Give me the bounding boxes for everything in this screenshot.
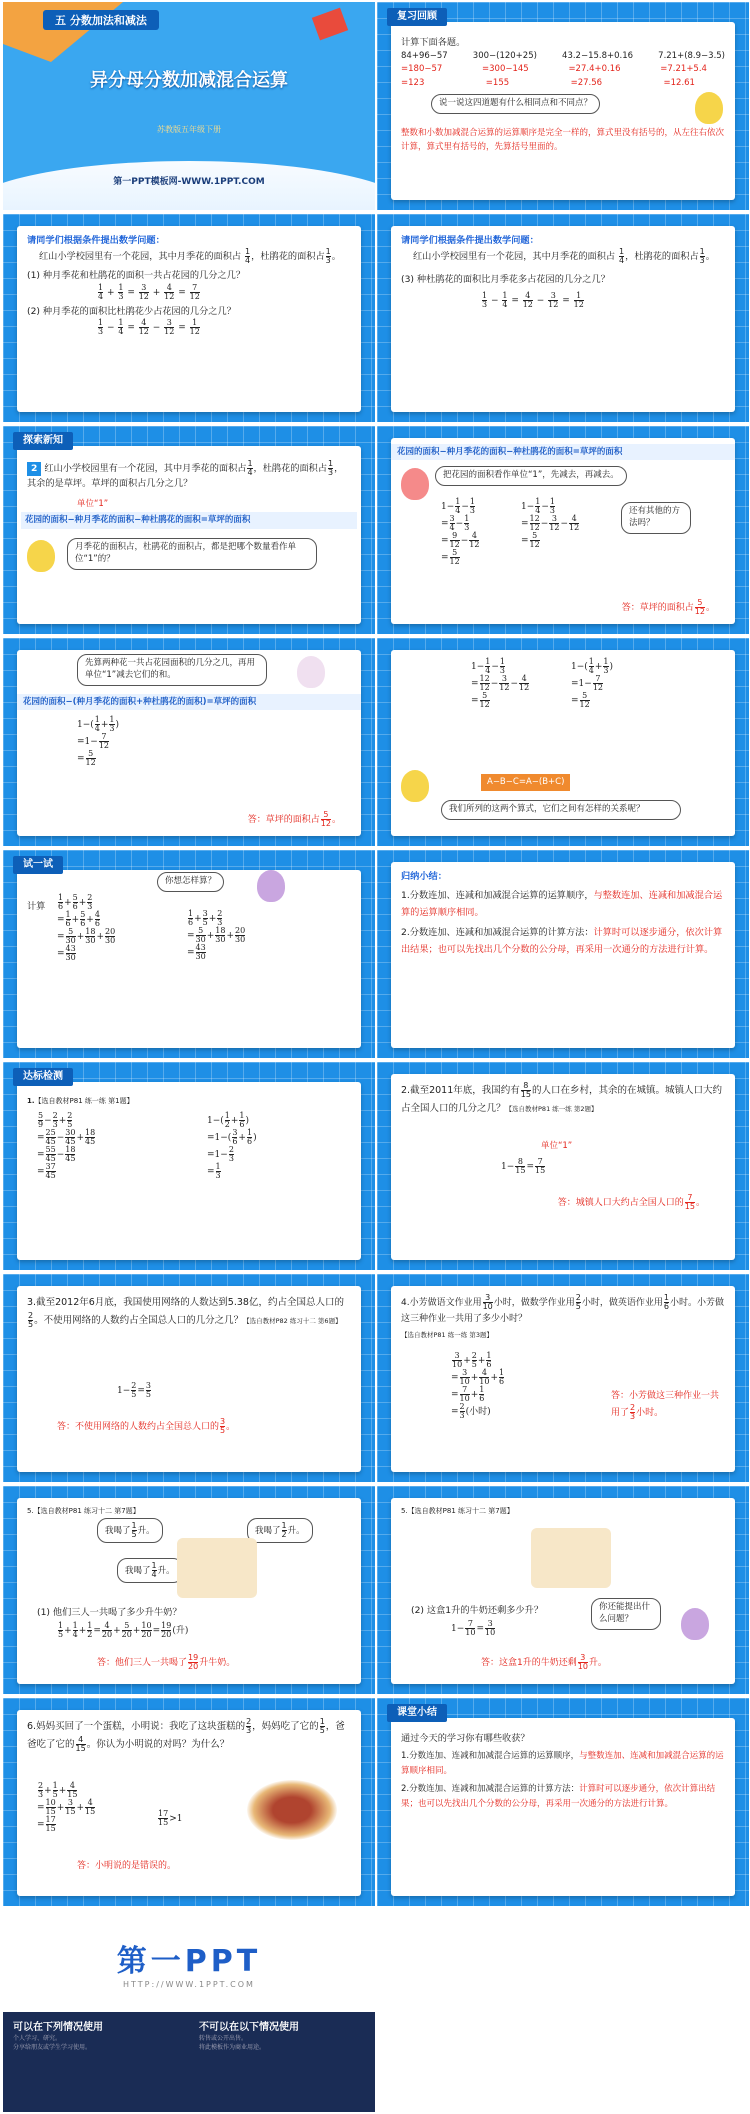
question: (1) 他们三人一共喝了多少升牛奶？ [37, 1607, 182, 1618]
q-text: 2.截至2011年底，我国约有 [401, 1085, 520, 1096]
question: 4.小芳做语文作业用 $\frac{3}{10}$ 小时，做数学作业用 $\frac{2}{5}$ 小时，做英语作业用 $\frac{1}{6}$ 小时。小芳做这三种作业一共用了多少小时？ 【选自教材P81 练一练 第3题】 [401, 1293, 725, 1340]
slide-summary-1 [377, 850, 749, 1058]
q-text: 小时，做英语作业用 [581, 1298, 663, 1308]
speech-bubble: 说一说这四道题有什么相同点和不同点？ [431, 94, 600, 114]
answer: 答：小明说的是错误的。 [77, 1861, 177, 1871]
character-banana [27, 540, 55, 572]
slide-milk-1 [3, 1486, 375, 1694]
answer: 答：这盒1升的牛奶还剩 $\frac{3}{10}$ 升。 [481, 1653, 607, 1671]
condition: 红山小学校园里有一个花园，其中月季花的面积占 $\frac{1}{4}$ ，杜鹃花的面积占 $\frac{1}{3}$ 。 [413, 247, 715, 266]
point-highlight: 与整数连加、连减和加减混合运算的运算顺序相同。 [401, 890, 723, 918]
q1: (1) 种月季花和杜鹃花的面积一共占花园的几分之几？ [27, 270, 246, 282]
answer-text: 答：不使用网络的人数约占全国总人口的 [57, 1422, 220, 1432]
q1-solution: $\frac{1}{4}$ + $\frac{1}{3}$ = $\frac{3}{12}$ + $\frac{4}{12}$ = $\frac{7}{12}$ [98, 282, 200, 301]
q-text: 的人口在乡村，其余的在城镇。城镇人口大约占全国人口的几分之几？ [401, 1085, 722, 1115]
bubble-3: 我喝了 $\frac{1}{4}$ 升。 [117, 1558, 183, 1583]
speech-bubble: 你还能提出什么问题？ [591, 1598, 661, 1630]
section-tag: 达标检测 [13, 1068, 73, 1086]
answer-text: 小时。 [636, 1407, 664, 1418]
problem: 2 红山小学校园里有一个花园，其中月季花的面积占 $\frac{1}{4}$ ，杜鹃花的面积占 $\frac{1}{3}$ ，其余的是草坪。草坪的面积占几分之几？ [27, 459, 344, 489]
condition-text: ，杜鹃花的面积占 [251, 251, 325, 263]
solution-b: $\frac{1}{6}$ + $\frac{3}{5}$ + $\frac{2}{3}$ = $\frac{5}{30}$ + $\frac{18}{30}$ + $\frac{20}{30}$ = $\frac{43}{30}$ [187, 909, 246, 961]
section-tag: 课堂小结 [387, 1704, 447, 1722]
character-grape [681, 1608, 709, 1640]
cannot-item: 转售或公开出售。 [199, 2035, 248, 2042]
condition-text: 红山小学校园里有一个花园，其中月季花的面积占 [413, 251, 616, 263]
solution-a: $\frac{5}{9}$ − $\frac{2}{3}$ + $\frac{2}{5}$ = $\frac{25}{45}$ − $\frac{30}{45}$ + $\frac{18}{45}$ = $\frac{55}{45}$ − $\frac{18}{45}$ = $\frac{37}{45}$ [37, 1111, 96, 1180]
problem-text: 红山小学校园里有一个花园，其中月季花的面积占 [44, 463, 247, 474]
ref: 【选自教材P81 练一练 第3题】 [401, 1331, 493, 1340]
edition: 苏教版五年级下册 [157, 125, 221, 134]
q-text: 4.小芳做语文作业用 [401, 1298, 482, 1308]
q-number: 1. [27, 1097, 35, 1105]
q2-solution: $\frac{1}{3}$ − $\frac{1}{4}$ = $\frac{4}{12}$ − $\frac{3}{12}$ = $\frac{1}{12}$ [98, 317, 200, 336]
q3: (3) 种杜鹃花的面积比月季花多占花园的几分之几？ [401, 274, 610, 286]
step: =7.21+5.4 [660, 64, 707, 75]
character-banana [695, 92, 723, 124]
point-text: 1.分数连加、连减和加减混合运算的运算顺序， [401, 890, 594, 902]
question: (2) 这盒1升的牛奶还剩多少升？ [411, 1605, 544, 1616]
point-1 [401, 1749, 725, 1779]
ref: 【选自教材P82 练习十二 第6题】 [243, 1317, 342, 1326]
can-heading: 可以在下列情况使用 [13, 2022, 103, 2033]
ref: 5.【选自教材P81 练习十二 第7题】 [401, 1507, 514, 1515]
heading: 归纳小结： [401, 871, 447, 882]
result: =155 [485, 77, 510, 88]
speech-bubble: 把花园的面积看作单位“1”，先减去，再减去。 [435, 466, 627, 486]
question: 3.截至2012年6月底，我国使用网络的人数达到5.38亿，约占全国总人口的 $\frac{2}{5}$ 。不使用网络的人数约占全国总人口的几分之几？【选自教材P82 练习十二 第6题】 [27, 1297, 344, 1330]
q-text: 3.截至2012年6月底，我国使用网络的人数达到5.38亿，约占全国总人口的 [27, 1297, 344, 1308]
ref: 5.【选自教材P81 练习十二 第7题】 [27, 1507, 140, 1515]
question: 6.妈妈买回了一个蛋糕，小明说：我吃了这块蛋糕的 $\frac{2}{3}$ ，妈妈吃了它的 $\frac{1}{5}$ ，爸爸吃了它的 $\frac{4}{15}$ 。你认为小明说的对吗？为什么？ [27, 1717, 345, 1754]
heading: 请同学们根据条件提出数学问题： [401, 235, 539, 246]
point-text: 1.分数连加、连减和加减混合运算的运算顺序， [401, 1751, 580, 1762]
solution: $\frac{3}{10}$ + $\frac{2}{5}$ + $\frac{1}{6}$ = $\frac{3}{10}$ + $\frac{4}{10}$ + $\frac{1}{6}$ = $\frac{7}{10}$ + $\frac{1}{6}$ = $\frac{2}{3}$ (小时) [451, 1351, 505, 1420]
solution-a: 1− $\frac{1}{4}$ − $\frac{1}{3}$ = $\frac{12}{12}$ − $\frac{3}{12}$ − $\frac{4}{12}$ = $\frac{5}{12}$ [471, 657, 530, 709]
ref-text: 【选自教材P81 练一练 第1题】 [34, 1097, 134, 1105]
compare: $\frac{17}{15}$ >1 [158, 1809, 183, 1827]
cannot-heading: 不可以在以下情况使用 [199, 2022, 299, 2033]
answer-text: 答：草坪的面积占 [247, 815, 320, 825]
point-text: 2.分数连加、连减和加减混合运算的计算方法： [401, 927, 594, 939]
footer-license [3, 2012, 375, 2112]
solution-a: 1− $\frac{1}{4}$ − $\frac{1}{3}$ = $\frac{3}{4}$ − $\frac{1}{3}$ = $\frac{9}{12}$ − $\frac{4}{12}$ = $\frac{5}{12}$ [441, 497, 480, 566]
compare-text: >1 [169, 1814, 183, 1824]
answer: 答：草坪的面积占 $\frac{5}{12}$ 。 [247, 810, 341, 828]
slide-compare [377, 638, 749, 846]
solution-b: 1−( $\frac{1}{4}$ + $\frac{1}{3}$ ) =1− $\frac{7}{12}$ = $\frac{5}{12}$ [571, 657, 614, 709]
bubble-2: 我喝了 $\frac{1}{2}$ 升。 [247, 1518, 313, 1543]
slide-method-2 [3, 638, 375, 846]
solution-b: 1− $\frac{1}{4}$ − $\frac{1}{3}$ = $\frac{12}{12}$ − $\frac{3}{12}$ − $\frac{4}{12}$ = $\frac{5}{12}$ [521, 497, 580, 549]
row-2 [401, 63, 725, 76]
problem-text: ，杜鹃花的面积占 [253, 463, 328, 474]
speech-bubble: 你想怎样算？ [157, 872, 224, 892]
speech-bubble: 先算两种花一共占花园面积的几分之几，再用单位“1”减去它们的和。 [77, 654, 267, 686]
speech-bubble: 还有其他的方法吗？ [621, 502, 691, 534]
section-tag: 探索新知 [13, 432, 73, 450]
q3-solution: $\frac{1}{3}$ − $\frac{1}{4}$ = $\frac{4}{12}$ − $\frac{3}{12}$ = $\frac{1}{12}$ [482, 290, 584, 309]
step: =27.4+0.16 [568, 64, 621, 75]
solution: 1− $\frac{2}{5}$ = $\frac{3}{5}$ [117, 1381, 152, 1399]
expr: 43.2−15.8+0.16 [562, 51, 634, 62]
solution: $\frac{2}{3}$ + $\frac{1}{5}$ + $\frac{4}{15}$ = $\frac{10}{15}$ + $\frac{3}{15}$ + $\frac{4}{15}$ = $\frac{17}{15}$ [37, 1781, 96, 1833]
note: 整数和小数加减混合运算的运算顺序是完全一样的，算式里没有括号的，从左往右依次计算，算式里有括号的，先算括号里面的。 [401, 128, 725, 153]
result: =12.61 [663, 77, 695, 88]
calc-label: 计算 [27, 901, 46, 912]
cannot-item: 将此模板作为商业用途。 [199, 2044, 266, 2051]
q-text: 。不使用网络的人数约占全国总人口的几分之几？ [34, 1315, 244, 1327]
question: 2.截至2011年底，我国约有 $\frac{8}{15}$ 的人口在乡村，其余的在城镇。城镇人口大约占全国人口的几分之几？【选自教材P81 练一练 第2题】 [401, 1081, 722, 1115]
problem-text: ，其余的是草坪。草坪的面积占几分之几？ [27, 463, 344, 489]
answer: 答：不使用网络的人数约占全国总人口的 $\frac{3}{5}$ 。 [57, 1417, 236, 1435]
question: 计算下面各题。 [401, 37, 466, 48]
unit: (升) [172, 1626, 189, 1636]
section-tag: 试一试 [13, 856, 63, 874]
solution-a: $\frac{1}{6}$ + $\frac{5}{6}$ + $\frac{2}{3}$ = $\frac{1}{6}$ + $\frac{5}{6}$ + $\frac{4}{6}$ = $\frac{5}{30}$ + $\frac{18}{30}$ + $\frac{20}{30}$ = $\frac{43}{30}$ [57, 893, 116, 962]
unit-label: 五 分数加法和减法 [43, 10, 159, 30]
slide-milk-2 [377, 1486, 749, 1694]
point-highlight: 与整数连加、连减和加减混合运算的运算顺序相同。 [401, 1751, 724, 1777]
slide-review [377, 2, 749, 210]
family-illustration [531, 1528, 611, 1588]
character-onion [297, 656, 325, 688]
family-illustration [177, 1538, 257, 1598]
bubble-text: 我喝了 [105, 1526, 131, 1536]
answer: 答：他们三人一共喝了 $\frac{19}{20}$ 升牛奶。 [97, 1653, 236, 1671]
expr: 84+96−57 [401, 51, 448, 62]
condition: 红山小学校园里有一个花园，其中月季花的面积占 $\frac{1}{4}$ ，杜鹃花的面积占 $\frac{1}{3}$ 。 [39, 247, 341, 266]
speech-bubble: 月季花的面积占，杜鹃花的面积占，都是把哪个数量看作单位“1”的？ [67, 538, 317, 570]
can-item: 个人学习、研究。 [13, 2035, 62, 2042]
cover-title: 异分母分数加减混合运算 [90, 70, 288, 91]
q-text: ，妈妈吃了它的 [252, 1721, 319, 1732]
slide-cover [3, 2, 375, 210]
solution: 1− $\frac{8}{15}$ = $\frac{7}{15}$ [501, 1157, 546, 1175]
slide-check-3 [3, 1274, 375, 1482]
heading: 请同学们根据条件提出数学问题： [27, 235, 165, 246]
slide-questions-2 [377, 214, 749, 422]
unit-label: 单位“1” [77, 499, 109, 509]
point-highlight: 计算时可以逐步通分，依次计算出结果；也可以先找出几个分数的公分母，再采用一次通分的方法进行计算。 [401, 1784, 716, 1809]
problem-number: 2 [27, 462, 41, 476]
q2: (2) 种月季花的面积比杜鹃花少占花园的几分之几？ [27, 305, 236, 317]
q-text: 小时。小芳做这三种作业一共用了多少小时？ [401, 1298, 725, 1325]
formula-strip: 花园的面积−(种月季花的面积+种杜鹃花的面积)=草坪的面积 [17, 694, 361, 710]
solution: $\frac{1}{5}$ + $\frac{1}{4}$ + $\frac{1}{2}$ = $\frac{4}{20}$ + $\frac{5}{20}$ + $\frac{10}{20}$ = $\frac{19}{20}$ (升) [58, 1621, 189, 1639]
answer-text: 答：这盒1升的牛奶还剩 [481, 1658, 577, 1668]
point-2 [401, 1782, 725, 1812]
slide-explore [3, 426, 375, 634]
footer-logo: 第一PPT [116, 1944, 262, 1979]
condition-text: ，杜鹃花的面积占 [625, 251, 699, 263]
q-text: 。你认为小明说的对吗？为什么？ [86, 1739, 230, 1751]
point-1 [401, 888, 725, 921]
expr: 7.21+(8.9−3.5) [658, 51, 725, 62]
book-decor [312, 8, 348, 41]
slide-cake [3, 1698, 375, 1906]
q-text: 6.妈妈买回了一个蛋糕，小明说：我吃了这块蛋糕的 [27, 1721, 246, 1732]
condition-text: 红山小学校园里有一个花园，其中月季花的面积占 [39, 251, 242, 263]
character-pineapple [401, 770, 429, 802]
site-text: 第一PPT模板网-WWW.1PPT.COM [113, 177, 265, 187]
slide-method-1 [377, 426, 749, 634]
formula-strip: 花园的面积−种月季花的面积−种杜鹃花的面积=草坪的面积 [391, 444, 735, 460]
section-tag: 复习回顾 [387, 8, 447, 26]
speech-bubble: 我们所列的这两个算式，它们之间有怎样的关系呢？ [441, 800, 681, 820]
point-2 [401, 925, 725, 958]
point-highlight: 计算时可以逐步通分，依次计算出结果；也可以先找出几个分数的公分母，再采用一次通分的方法进行计算。 [401, 927, 723, 955]
solution: 1−( $\frac{1}{4}$ + $\frac{1}{3}$ ) =1− $\frac{7}{12}$ = $\frac{5}{12}$ [77, 715, 120, 767]
answer: 答：草坪的面积占 $\frac{5}{12}$ 。 [621, 598, 715, 616]
answer-text: 答：他们三人一共喝了 [97, 1658, 188, 1668]
ref [27, 1096, 351, 1107]
step: =180−57 [401, 64, 443, 75]
row-3 [401, 77, 725, 90]
question: 通过今天的学习你有哪些收获？ [401, 1733, 530, 1744]
result: =123 [401, 77, 425, 88]
answer-text: 答：草坪的面积占 [621, 603, 694, 613]
answer-text: 答：小芳做这三种作业一共用了 [611, 1391, 720, 1418]
point-text: 2.分数连加、连减和加减混合运算的计算方法： [401, 1784, 580, 1794]
expr: 300−(120+25) [472, 51, 537, 62]
slide-check-1 [3, 1062, 375, 1270]
bubble-1: 我喝了 $\frac{1}{5}$ 升。 [97, 1518, 163, 1543]
slide-try [3, 850, 375, 1058]
result: =27.56 [570, 77, 603, 88]
row-1 [401, 50, 725, 63]
bubble-text: 我喝了 [125, 1566, 151, 1576]
slide-questions-1 [3, 214, 375, 422]
character-peach [401, 468, 429, 500]
ref: 【选自教材P81 练一练 第2题】 [505, 1105, 598, 1114]
solution: 1− $\frac{7}{10}$ = $\frac{3}{10}$ [451, 1619, 496, 1637]
footer-logo-area [3, 1910, 375, 2012]
answer: 答：小芳做这三种作业一共用了 $\frac{2}{3}$ 小时。 [611, 1391, 720, 1421]
step: =300−145 [482, 64, 529, 75]
unit: (小时) [465, 1407, 491, 1417]
bubble-text: 我喝了 [255, 1526, 281, 1536]
q-text: ，爸爸吃了它的 [27, 1721, 345, 1751]
character-grape [257, 870, 285, 902]
slide-check-2 [377, 1062, 749, 1270]
slide-check-4 [377, 1274, 749, 1482]
solution-b: 1−( $\frac{1}{2}$ + $\frac{1}{6}$ ) =1−( $\frac{3}{6}$ + $\frac{1}{6}$ ) =1− $\frac{2}{3}$ = $\frac{1}{3}$ [207, 1111, 257, 1180]
cake-image [247, 1780, 337, 1840]
slide-class-summary [377, 1698, 749, 1906]
formula: 花园的面积−种月季花的面积−种杜鹃花的面积=草坪的面积 [21, 512, 357, 529]
footer-url[interactable]: HTTP://WWW.1PPT.COM [123, 1980, 255, 1989]
answer-text: 升。 [588, 1658, 607, 1668]
can-item: 分享给朋友或学生学习使用。 [13, 2044, 92, 2051]
q-text: 小时，做数学作业用 [493, 1298, 575, 1308]
answer: 答：城镇人口大约占全国人口的 $\frac{7}{15}$ 。 [557, 1193, 705, 1211]
answer-text: 答：城镇人口大约占全国人口的 [557, 1198, 684, 1208]
unit-label: 单位“1” [541, 1141, 573, 1151]
answer-text: 升牛奶。 [199, 1658, 236, 1668]
rule-box: A−B−C=A−(B+C) [481, 774, 570, 791]
